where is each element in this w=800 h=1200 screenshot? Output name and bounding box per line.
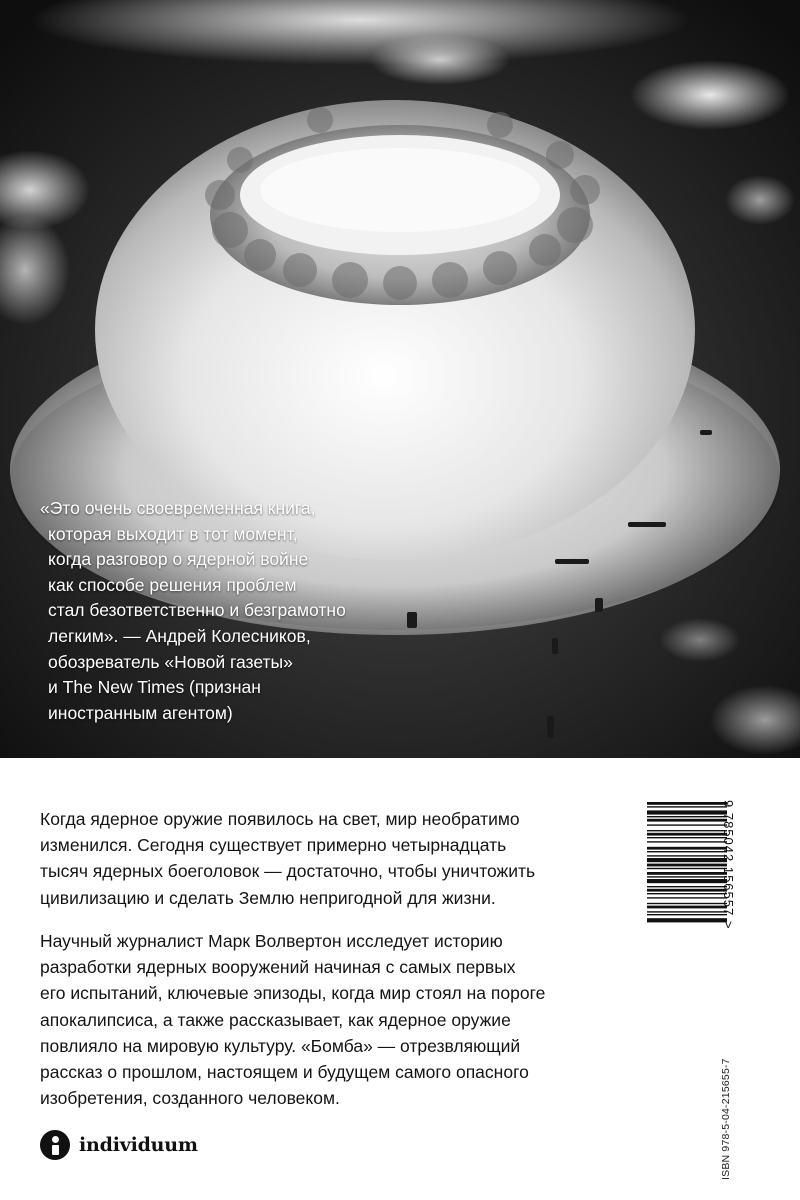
barcode-bar [647, 872, 727, 875]
barcode-bar [647, 918, 727, 922]
barcode-bar [647, 816, 727, 817]
barcode-bar [647, 810, 727, 814]
barcode-bar [647, 868, 727, 869]
barcode-bar [647, 841, 727, 842]
paragraph-line: апокалипсиса, а также рассказывает, как ядерное оружие [40, 1009, 511, 1030]
quote-line: когда разговор о ядерной войне [48, 549, 309, 570]
barcode-bar [647, 847, 727, 850]
barcode-bar [647, 914, 727, 915]
barcode-bar [647, 830, 727, 831]
barcode-bar [647, 819, 727, 822]
barcode-bar [647, 893, 727, 894]
barcode-bar [647, 864, 727, 867]
publisher-logo [40, 1128, 198, 1162]
paragraph-line: тысяч ядерных боеголовок — достаточно, чтобы уничтожить [40, 861, 536, 882]
paragraph-line: Когда ядерное оружие появилось на свет, мир необратимо [40, 809, 520, 829]
barcode-bar [647, 824, 727, 825]
quote-line: обозреватель «Новой газеты» [48, 651, 293, 672]
barcode-bar [647, 911, 727, 912]
description-paragraph-2 [40, 928, 600, 1111]
quote-line: иностранным агентом) [48, 702, 233, 723]
quote-line: стал безответственно и безграмотно [48, 600, 346, 621]
barcode-bar [647, 855, 727, 856]
barcode-bar [647, 837, 727, 838]
paragraph-line: рассказ о прошлом, настоящем и будущем самого опасного [40, 1062, 529, 1083]
barcode-bar [647, 802, 727, 805]
barcode-bar [647, 897, 727, 898]
isbn-number: ISBN 978-5-04-215655-7 [720, 1058, 732, 1180]
quote-line: которая выходит в тот момент, [48, 523, 298, 544]
barcode-bar [647, 879, 727, 883]
barcode-bar [647, 876, 727, 877]
barcode-digits: 9 785042 156557 > [721, 800, 736, 930]
paragraph-line: повлияло на мировую культуру. «Бомба» — отрезвляющий [40, 1035, 521, 1056]
publisher-name: individuum [79, 1134, 198, 1156]
barcode-bar [647, 889, 727, 892]
barcode-bar [647, 886, 727, 887]
paragraph-line: Научный журналист Марк Волвертон исследует историю [40, 931, 503, 951]
paragraph-line: изменился. Сегодня существует примерно четырнадцать [40, 835, 507, 856]
quote-line: «Это очень своевременная книга, [40, 498, 316, 518]
paragraph-line: изобретения, созданного человеком. [40, 1088, 340, 1109]
individuum-logo-icon [40, 1130, 70, 1160]
barcode-bar [647, 833, 727, 836]
paragraph-line: разработки ядерных вооружений начиная с самых первых [40, 957, 516, 978]
quote-line: и The New Times (признан [48, 677, 261, 698]
quote-line: как способе решения проблем [48, 574, 297, 595]
barcode-bar [647, 858, 727, 862]
barcode-bar [647, 906, 727, 909]
blurb-quote [40, 496, 460, 726]
barcode-bar [647, 806, 727, 807]
description-paragraph-1 [40, 806, 600, 911]
barcode-bar [647, 903, 727, 904]
barcode-bar [647, 851, 727, 852]
paragraph-line: цивилизацию и сделать Землю непригодной для жизни. [40, 887, 496, 908]
quote-line: легким». — Андрей Колесников, [48, 625, 311, 646]
paragraph-line: его испытаний, ключевые эпизоды, когда мир стоял на пороге [40, 983, 546, 1004]
